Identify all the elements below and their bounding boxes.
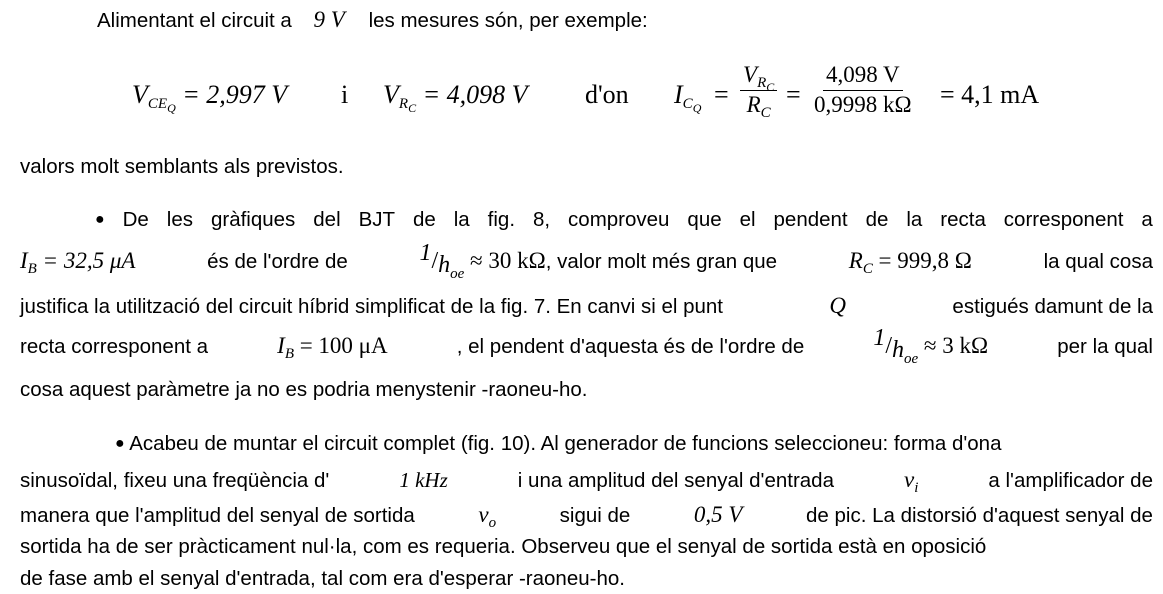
bullet1-word: comproveu [568, 208, 670, 231]
hoe2-h: h [892, 337, 905, 363]
hoe-expression-2 [873, 325, 989, 367]
ic-result: = 4,1 mA [940, 80, 1040, 109]
peak-amplitude: 0,5 V [693, 502, 743, 527]
intro-before: Alimentant el circuit a [97, 9, 292, 32]
rc-sub: C [862, 261, 873, 277]
rc-symbol: R [848, 248, 863, 273]
bullet2-line4 [20, 535, 1153, 561]
equals-2: = [786, 80, 801, 109]
which-thing-text: la qual cosa [1043, 250, 1153, 273]
fraction-2-numerator: 4,098 V [823, 62, 903, 91]
ic-sub: C [682, 96, 693, 112]
bullet2-start [115, 432, 1001, 456]
fraction-1-numerator [740, 62, 777, 94]
distortion-text: de pic. La distorsió d'aquest senyal de [806, 504, 1153, 527]
vo-symbol: v [478, 502, 489, 527]
rc-value: = 999,8 Ω [878, 248, 972, 273]
ib1-sub: B [27, 261, 37, 277]
vrc-symbol: V [383, 80, 399, 109]
be-text: sigui de [559, 504, 631, 527]
hoe-expression-1 [419, 240, 778, 282]
don-word: d'on [585, 80, 629, 109]
bullet2-line3 [20, 502, 1153, 531]
bullet-icon: ● [95, 211, 105, 228]
ib1-value: = 32,5 μA [42, 248, 136, 273]
bullet2-text: Acabeu de muntar el circuit complet (fig. 10). Al generador de funcions seleccioneu: forma d'ona [129, 432, 1002, 455]
would-be-text: estigués damunt de la [952, 295, 1153, 318]
slope-text: , el pendent d'aquesta és de l'ordre de [456, 335, 805, 358]
inv-hoe-2: $1/h_{oe}$ [873, 325, 919, 367]
vce-symbol: V [132, 80, 148, 109]
output-amplitude-text: manera que l'amplitud del senyal de sortida [20, 504, 415, 527]
bullet1-word: corresponent [1003, 208, 1124, 231]
fraction-values [811, 62, 915, 119]
ib-expression-1 [20, 248, 136, 277]
vrc-expression [383, 80, 528, 115]
amplifier-text: a l'amplificador de [988, 469, 1153, 492]
vce-sub: CE [147, 96, 168, 112]
bullet1-word: recta [940, 208, 986, 231]
for-which-text: per la qual [1057, 335, 1153, 358]
vce-expression [132, 80, 288, 115]
bullet1-word: BJT [358, 208, 396, 231]
ib1-symbol: I [20, 248, 28, 273]
bullet1-line4 [20, 325, 1153, 367]
frac1-den-symbol: R [746, 92, 761, 117]
frac1-num-subsub: C [766, 80, 775, 94]
hoe1-h: h [438, 252, 451, 278]
frequency-value: 1 kHz [399, 468, 448, 492]
justify-text: justifica la utilització del circuit híbrid simplificat de la fig. 7. En canvi si el punt [20, 295, 724, 318]
conjunction-i: i [341, 80, 349, 109]
corresponding-line-text: recta corresponent a [20, 335, 209, 358]
ic-subsub: Q [692, 101, 702, 115]
hoe1-sub: oe [450, 266, 465, 282]
bullet1-line1 [20, 208, 1153, 234]
vo-sub: o [488, 515, 497, 531]
bullet1-word: de [412, 208, 436, 231]
bullet1-word: de [865, 208, 889, 231]
intro-text [97, 8, 648, 33]
bullet1-line3 [20, 293, 1153, 319]
bullet1-word: pendent [773, 208, 848, 231]
vo-expression [478, 502, 497, 531]
bullet1-word: les [166, 208, 194, 231]
vrc-subsub: C [408, 101, 417, 115]
bullet2-line1 [20, 432, 1153, 458]
intro-after: les mesures són, per exemple: [368, 9, 648, 32]
hoe2-value: ≈ 3 kΩ [923, 333, 989, 358]
ib-expression-2 [277, 333, 388, 362]
amplitude-text: i una amplitud del senyal d'entrada [517, 469, 834, 492]
bullet1-line2 [20, 240, 1153, 282]
rc-expression [848, 248, 972, 277]
frac1-den-sub: C [760, 105, 771, 121]
bullet1-word: la [906, 208, 923, 231]
q-point: Q [829, 293, 847, 318]
vce-subsub: Q [167, 101, 176, 115]
equals-1: = [714, 80, 729, 109]
supply-voltage: 9 V [313, 7, 345, 32]
order-of-text: és de l'ordre de [207, 250, 348, 273]
bullet1-line5: cosa aquest paràmetre ja no es podria menystenir -raoneu-ho. [20, 378, 588, 401]
larger-than-text: , valor molt més gran que [545, 250, 778, 273]
fraction-1-denominator [744, 91, 774, 119]
frac1-num-sub: R [757, 75, 767, 91]
bullet1-word: que [687, 208, 722, 231]
vce-value: = 2,997 V [182, 80, 288, 109]
vi-expression [904, 467, 919, 496]
bullet1-word: del [313, 208, 341, 231]
ic-expression [674, 80, 702, 115]
hoe2-sub: oe [904, 351, 919, 367]
bullet1-word: el [739, 208, 756, 231]
bullet1-word: gràfiques [210, 208, 296, 231]
bullet1-word: fig. [487, 208, 516, 231]
hoe1-value: ≈ 30 kΩ [470, 248, 546, 273]
vrc-sub: R [398, 96, 409, 112]
vi-sub: i [914, 480, 919, 496]
bullet2-line5: de fase amb el senyal d'entrada, tal com era d'esperar -raoneu-ho. [20, 567, 625, 590]
hoe1-one: 1 [419, 240, 432, 266]
fraction-vrc-over-rc [740, 62, 777, 119]
bullet1-word: De [122, 208, 149, 231]
ib2-symbol: I [277, 333, 285, 358]
frequency-text: sinusoïdal, fixeu una freqüència d' [20, 469, 330, 492]
ic-symbol: I [674, 80, 683, 109]
ib2-value: = 100 μA [299, 333, 388, 358]
bullet2-line4-text: sortida ha de ser pràcticament nul·la, com es requeria. Observeu que el senyal de sortida està en oposició [20, 535, 987, 558]
bullet1-word: la [453, 208, 470, 231]
bullet-icon: ● [115, 435, 125, 452]
ib2-sub: B [284, 346, 294, 362]
bullet1-word: 8, [532, 208, 551, 231]
inv-hoe-1: $1/h_{oe}$ [419, 240, 465, 282]
vrc-value: = 4,098 V [422, 80, 528, 109]
hoe2-one: 1 [873, 325, 886, 351]
frac1-num-symbol: V [743, 62, 758, 87]
bullet2-line2 [20, 467, 1153, 496]
fraction-2-denominator: 0,9998 kΩ [814, 92, 912, 117]
vi-symbol: v [904, 467, 915, 492]
conclusion-text: valors molt semblants als previstos. [20, 155, 344, 178]
bullet1-word: a [1141, 208, 1153, 231]
